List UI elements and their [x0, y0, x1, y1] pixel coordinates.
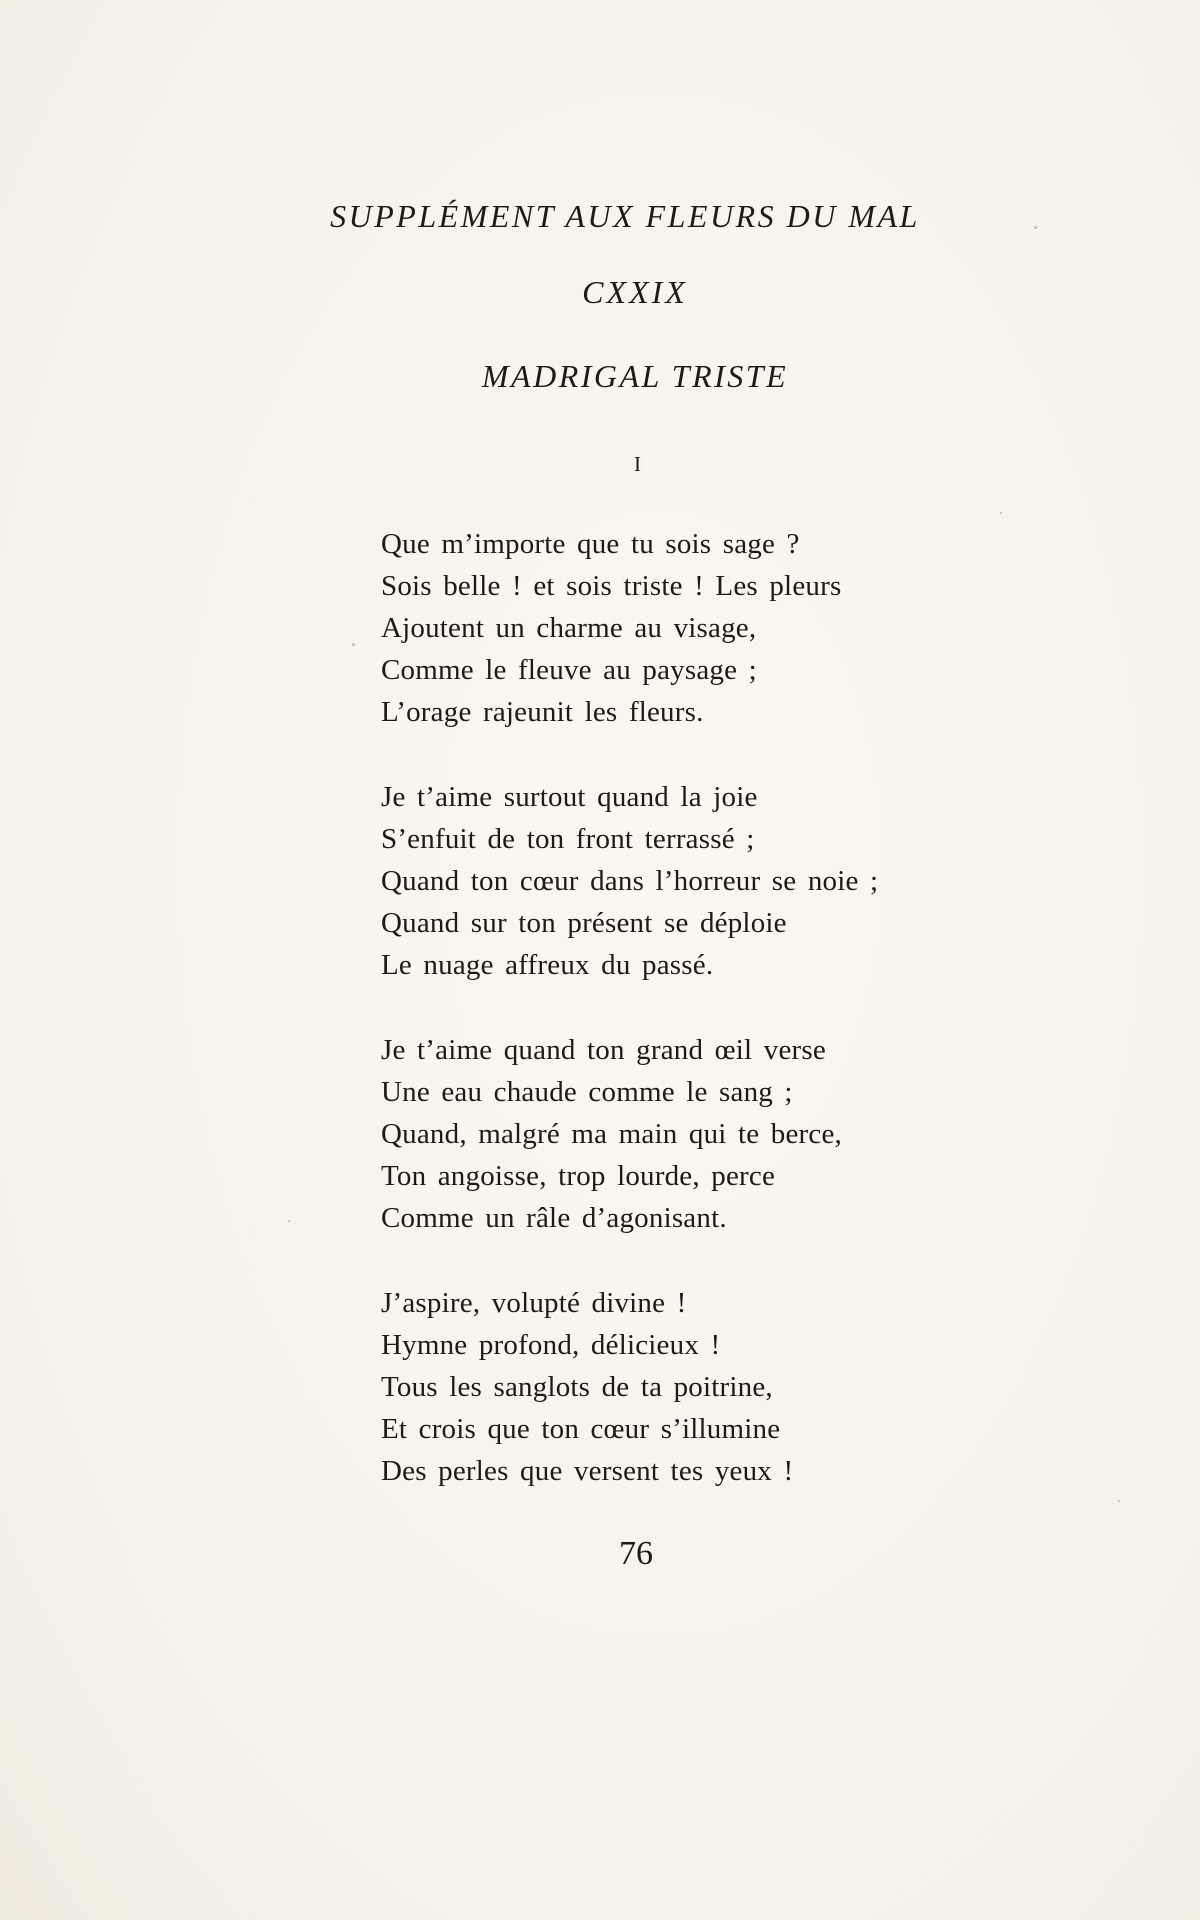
stanza-3 — [381, 1029, 1101, 1239]
stanza-1 — [381, 523, 1101, 733]
verse-line: Sois belle ! et sois triste ! Les pleurs — [381, 570, 842, 602]
paper-speck — [352, 643, 355, 646]
part-number: I — [634, 452, 642, 476]
verse-line: Ton angoisse, trop lourde, perce — [381, 1160, 776, 1192]
verse-line: Quand sur ton présent se déploie — [381, 907, 787, 939]
running-title: SUPPLÉMENT AUX FLEURS DU MAL — [330, 198, 920, 234]
stanza-4 — [381, 1282, 1101, 1492]
verse-line: Comme un râle d’agonisant. — [381, 1202, 727, 1234]
poem-body — [381, 523, 1101, 1535]
paper-speck — [1034, 226, 1037, 229]
paper-speck — [288, 1220, 290, 1222]
verse-line: Quand ton cœur dans l’horreur se noie ; — [381, 865, 879, 897]
verse-line: L’orage rajeunit les fleurs. — [381, 696, 704, 728]
verse-line: Je t’aime quand ton grand œil verse — [381, 1034, 826, 1066]
page-number: 76 — [619, 1535, 653, 1572]
verse-line: J’aspire, volupté divine ! — [381, 1287, 687, 1319]
verse-line: Hymne profond, délicieux ! — [381, 1329, 721, 1361]
verse-line: Des perles que versent tes yeux ! — [381, 1455, 794, 1487]
paper-speck — [1000, 512, 1002, 514]
verse-line: Une eau chaude comme le sang ; — [381, 1076, 793, 1108]
verse-line: Que m’importe que tu sois sage ? — [381, 528, 800, 560]
verse-line: Quand, malgré ma main qui te berce, — [381, 1118, 843, 1150]
verse-line: Le nuage affreux du passé. — [381, 949, 714, 981]
stanza-2 — [381, 776, 1101, 986]
paper-speck — [1118, 1500, 1120, 1502]
poem-title: MADRIGAL TRISTE — [481, 358, 789, 394]
verse-line: Je t’aime surtout quand la joie — [381, 781, 758, 813]
poem-number: CXXIX — [582, 274, 688, 310]
verse-line: Et crois que ton cœur s’illumine — [381, 1413, 781, 1445]
verse-line: Tous les sanglots de ta poitrine, — [381, 1371, 773, 1403]
verse-line: Ajoutent un charme au visage, — [381, 612, 757, 644]
verse-line: Comme le fleuve au paysage ; — [381, 654, 757, 686]
verse-line: S’enfuit de ton front terrassé ; — [381, 823, 755, 855]
